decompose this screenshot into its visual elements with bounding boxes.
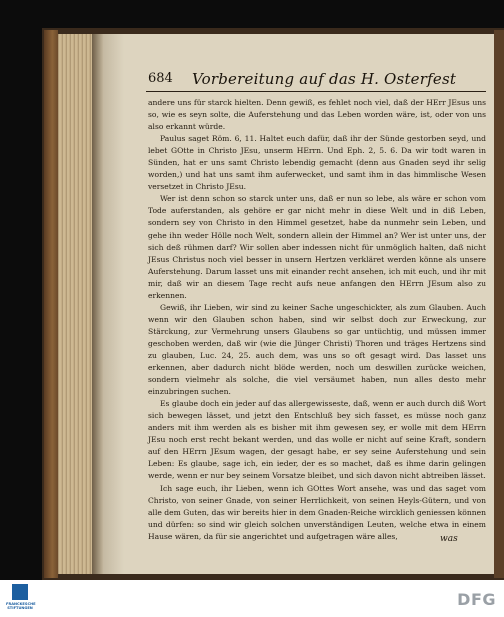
paragraph: Gewiß, ihr Lieben, wir sind zu keiner Sache ungeschickter, als zum Glauben. Auch wenn wir den Glauben schon haben, sind wir selbst doch zur Erweckung, zur Stärckung, zur Vermehrung unsers Glaubens so gar untüchtig, und müssen immer geschoben werden, daß wir (wie die Jünger Christi) Thoren und träges Hertzens sind zu glauben, Luc. 24, 25. auch dem, was uns so oft gesagt wird. Das lasset uns erkennen, aber dadurch nicht blöde werden, noch um deswillen zurücke weichen, sondern vielmehr als solche, die viel versäumet haben, nun alles desto mehr einzubringen suchen. [148, 302, 486, 397]
library-logo-text: FRANCKESCHE STIFTUNGEN [6, 602, 36, 610]
dfg-logo: DFG [457, 590, 496, 609]
viewer-footer [0, 580, 504, 617]
paragraph: Ich sage euch, ihr Lieben, wenn ich GOttes Wort ansehe, was und das saget vom Christo, von seiner Gnade, von seiner Herrlichkeit, von seinen Heyls-Gütern, und von alle dem Guten, das wir bereits hier in dem Gnaden-Reiche wircklich geniessen können und dürfen: so sind wir gleich solchen unverständigen Leuten, welche etwa in einem Hause wären, da für sie angerichtet und aufgetragen wäre alles, [148, 483, 486, 541]
library-logo-icon [12, 584, 28, 600]
page-header [148, 71, 488, 91]
header-rule [146, 91, 486, 92]
paragraph: Paulus saget Röm. 6, 11. Haltet euch dafür, daß ihr der Sünde gestorben seyd, und lebet GOtte in Christo JEsu, unserm HErrn. Und Eph. 2, 5. 6. Da wir todt waren in Sünden, hat er uns samt Christo lebendig gemacht (denn aus Gnaden seyd ihr selig worden,) und hat uns samt ihm auferwecket, und samt ihm in das himmlische Wesen versetzet in Christo JEsu. [148, 134, 486, 192]
page-edges [58, 34, 92, 574]
body-text [148, 97, 486, 541]
book-cover-left [44, 30, 58, 578]
paragraph: andere uns für starck hielten. Denn gewiß, es fehlet noch viel, daß der HErr JEsus uns so, wie es seyn solte, die Auferstehung und das Leben worden wäre, ist, oder von uns also erkannt würde. [148, 98, 486, 132]
running-title: Vorbereitung auf das H. Osterfest [192, 70, 457, 88]
paragraph: Wer ist denn schon so starck unter uns, daß er nun so lebe, als wäre er schon vom Tode auferstanden, als gehöre er gar nicht mehr in diese Welt und in diß Leben, sondern sey von Christo in den Himmel gesetzet, habe da nunmehr sein Leben, und gehe ihn weder Hölle noch Welt, sondern allein der Himmel an? Wer ist unter uns, der sich deß rühmen darf? Wir sollen aber indessen nicht für unmöglich halten, daß nicht JEsus Christus noch viel besser in unsern Hertzen verkläret werden könne als unsere Auferstehung. Darum lasset uns mit einander recht ansehen, ich mit euch, und ihr mit mir, daß wir an diesem Tage recht aufs neue anfangen den HErrn JEsum also zu erkennen. [148, 194, 486, 300]
paragraph: Es glaube doch ein jeder auf das allergewisseste, daß, wenn er auch durch diß Wort sich bewegen lässet, und jetzt den Entschluß bey sich fasset, es müsse noch ganz anders mit ihm werden als es bisher mit ihm gewesen sey, er wolle mit dem HErrn JEsu noch erst recht bekant werden, und das wolle er nicht auf seine Kraft, sondern auf den HErrn JEsum wagen, der gesagt habe, er sey seine Auferstehung und sein Leben: Es glaube, sage ich, ein ieder, der es so machet, daß es ihme darin gelingen werde, wenn er nur bey seinem Vorsatze bleibet, und sich davon nicht abtreiben lässet. [148, 399, 486, 481]
book-cover-right [494, 30, 504, 578]
library-logo [6, 584, 34, 614]
page-number: 684 [148, 71, 173, 86]
catchword: was [440, 534, 458, 544]
